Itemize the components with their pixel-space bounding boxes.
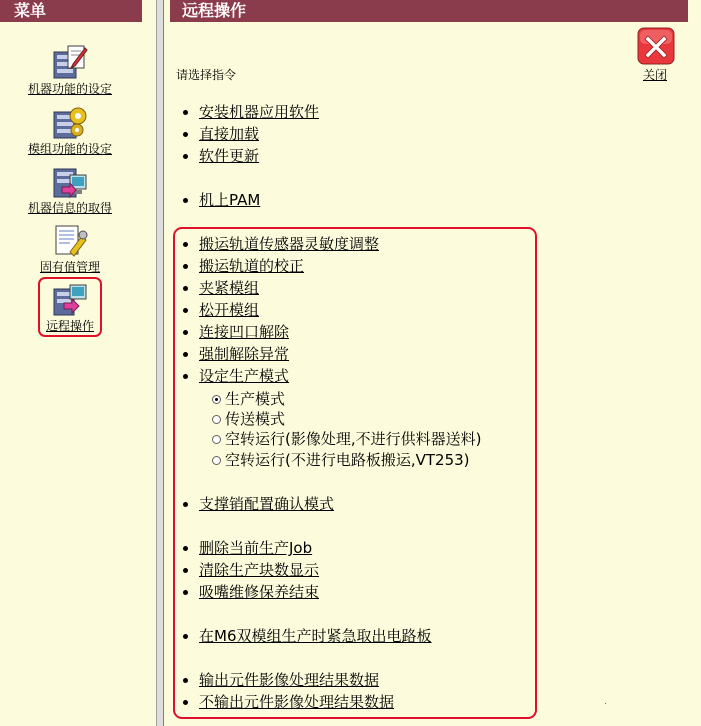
radio-label: 生产模式 — [225, 390, 286, 408]
list-item — [186, 101, 319, 123]
command-group-conveyor — [186, 233, 379, 387]
radio-label: 传送模式 — [225, 410, 286, 428]
list-item — [186, 537, 319, 559]
menu-title: 菜单 — [0, 0, 142, 22]
stray-dot — [605, 703, 606, 704]
menu-item-label: 固有值管理 — [39, 260, 100, 274]
list-item — [186, 189, 260, 211]
menu-item-label: 远程操作 — [45, 319, 94, 333]
cmd-direct-load[interactable]: 直接加载 — [199, 125, 260, 143]
radio-button[interactable] — [212, 456, 221, 465]
cmd-conveyor-calibration[interactable]: 搬运轨道的校正 — [199, 257, 305, 275]
radio-label: 空转运行(影像处理,不进行供料器送料) — [225, 430, 482, 448]
list-item — [186, 321, 379, 343]
list-item — [186, 299, 379, 321]
menu-item-machine-settings[interactable] — [14, 44, 126, 100]
list-item — [186, 581, 319, 603]
list-item — [186, 145, 319, 167]
close-link[interactable]: 关闭 — [643, 68, 668, 82]
cmd-install-app[interactable]: 安装机器应用软件 — [199, 103, 320, 121]
menu-item-intrinsic-values[interactable] — [14, 222, 126, 278]
menu-panel — [0, 0, 156, 726]
cmd-force-clear-error[interactable]: 强制解除异常 — [199, 345, 290, 363]
machine-settings-icon — [52, 44, 88, 80]
menu-item-module-settings[interactable] — [14, 104, 126, 160]
intrinsic-values-icon — [52, 222, 88, 258]
module-settings-icon — [52, 104, 88, 140]
command-group-install — [186, 101, 319, 167]
list-item — [186, 123, 319, 145]
radio-label: 空转运行(不进行电路板搬运,VT253) — [225, 451, 470, 469]
cmd-software-update[interactable]: 软件更新 — [199, 147, 260, 165]
page-title: 远程操作 — [170, 0, 688, 22]
cmd-set-production-mode[interactable]: 设定生产模式 — [199, 367, 290, 385]
cmd-delete-job[interactable]: 删除当前生产Job — [199, 539, 313, 557]
selected-item-highlight — [38, 277, 102, 337]
list-item — [186, 559, 319, 581]
menu-item-label: 机器功能的设定 — [27, 82, 112, 96]
cmd-onboard-pam[interactable]: 机上PAM — [199, 191, 261, 209]
radio-transfer-mode[interactable] — [212, 409, 285, 429]
machine-info-icon — [52, 163, 88, 199]
cmd-support-pin-check[interactable]: 支撑销配置确认模式 — [199, 495, 335, 513]
cmd-no-output-vision-data[interactable]: 不输出元件影像处理结果数据 — [199, 693, 395, 711]
menu-item-label: 模组功能的设定 — [27, 142, 112, 156]
list-item — [186, 233, 379, 255]
menu-item-label: 机器信息的取得 — [27, 201, 112, 215]
cmd-release-notch[interactable]: 连接凹口解除 — [199, 323, 290, 341]
close-icon — [636, 26, 676, 66]
command-group-support-pin — [186, 493, 334, 515]
command-group-emergency — [186, 625, 432, 647]
radio-button[interactable] — [212, 395, 221, 404]
menu-item-machine-info[interactable] — [14, 163, 126, 219]
cmd-sensor-sensitivity[interactable]: 搬运轨道传感器灵敏度调整 — [199, 235, 380, 253]
command-group-vision-data — [186, 669, 394, 713]
close-button[interactable] — [636, 26, 676, 66]
instruction-text: 请选择指令 — [176, 68, 237, 82]
list-item — [186, 255, 379, 277]
list-item — [186, 691, 394, 713]
command-group-pam — [186, 189, 260, 211]
list-item — [186, 365, 379, 387]
command-group-job — [186, 537, 319, 603]
list-item — [186, 343, 379, 365]
panel-divider[interactable] — [156, 0, 164, 726]
cmd-clear-board-count[interactable]: 清除生产块数显示 — [199, 561, 320, 579]
radio-dry-run-no-board[interactable] — [212, 450, 470, 470]
radio-dry-run-vision[interactable] — [212, 429, 481, 449]
list-item — [186, 625, 432, 647]
radio-button[interactable] — [212, 435, 221, 444]
radio-button[interactable] — [212, 415, 221, 424]
list-item — [186, 493, 334, 515]
cmd-output-vision-data[interactable]: 输出元件影像处理结果数据 — [199, 671, 380, 689]
list-item — [186, 669, 394, 691]
cmd-emergency-board-removal[interactable]: 在M6双模组生产时紧急取出电路板 — [199, 627, 432, 645]
list-item — [186, 277, 379, 299]
radio-production-mode[interactable] — [212, 389, 285, 409]
cmd-clamp-module[interactable]: 夹紧模组 — [199, 279, 260, 297]
cmd-release-module[interactable]: 松开模组 — [199, 301, 260, 319]
cmd-nozzle-maintenance-end[interactable]: 吸嘴维修保养结束 — [199, 583, 320, 601]
